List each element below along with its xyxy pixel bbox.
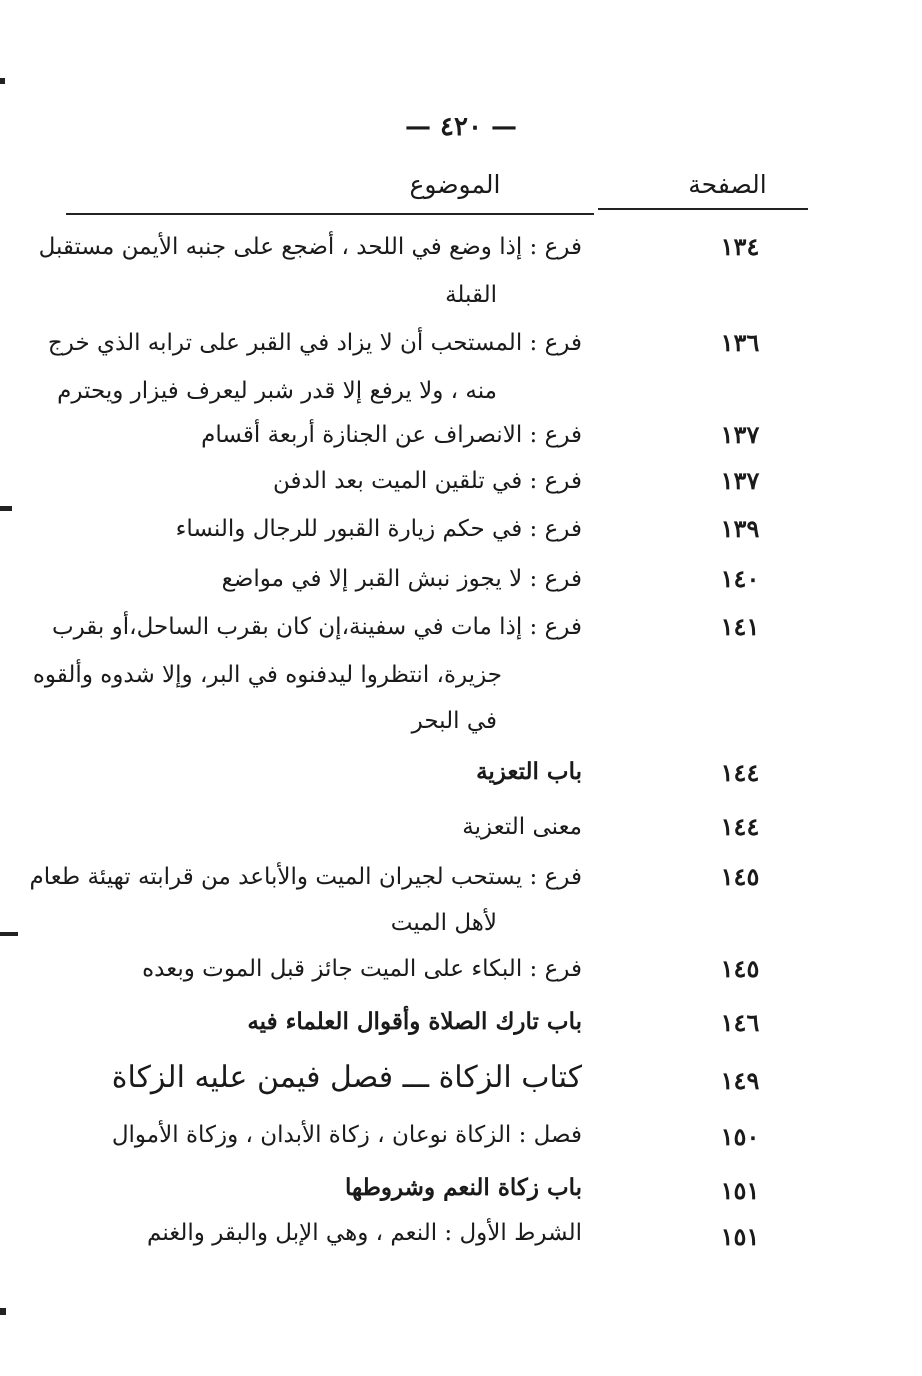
entry-line: فرع : البكاء على الميت جائز قبل الموت وبعده [142,956,582,982]
entry-page-number: ١٣٧ [720,466,760,495]
entry-line: الشرط الأول : النعم ، وهي الإبل والبقر والغنم [147,1220,582,1246]
entry-line: فرع : الانصراف عن الجنازة أربعة أقسام [201,422,582,448]
entry-line: القبلة [445,282,497,308]
scan-mark [0,932,18,936]
entry-page-number: ١٤٥ [720,954,760,983]
entry-page-number: ١٤١ [720,612,760,641]
entry-page-number: ١٣٧ [720,420,760,449]
entry-line: فرع : في حكم زيارة القبور للرجال والنساء [175,516,582,542]
entry-page-number: ١٤٥ [720,862,760,891]
entry-page-number: ١٥١ [720,1176,760,1205]
entry-line: فرع : إذا وضع في اللحد ، أضجع على جنبه الأيمن مستقبل [38,234,582,260]
entry-page-number: ١٥١ [720,1222,760,1251]
section-heading: باب تارك الصلاة وأقوال العلماء فيه [247,1008,582,1035]
entry-line: فرع : إذا مات في سفينة،إن كان بقرب الساحل،أو بقرب [51,614,582,640]
entry-page-number: ١٤٩ [720,1066,760,1095]
entry-page-number: ١٤٤ [720,758,760,787]
entry-line: لأهل الميت [390,910,497,936]
scan-mark [0,1308,6,1315]
entry-line: فرع : يستحب لجيران الميت والأباعد من قرابته تهيئة طعام [29,864,582,890]
entry-line: في البحر [411,708,497,734]
page-column-header: الصفحة [688,170,767,199]
scan-mark [0,506,12,511]
page-header-rule [598,208,808,210]
entry-page-number: ١٤٤ [720,812,760,841]
entry-line: فرع : في تلقين الميت بعد الدفن [272,468,582,494]
entry-page-number: ١٣٤ [720,232,760,261]
entry-page-number: ١٤٠ [720,564,760,593]
entry-line: فرع : المستحب أن لا يزاد في القبر على ترابه الذي خرج [47,330,582,356]
entry-line: معنى التعزية [462,814,582,840]
topic-column-header: الموضوع [409,170,501,199]
page-number: — ٤٢٠ — [404,112,518,142]
entry-line: جزيرة، انتظروا ليدفنوه في البر، وإلا شدوه وألقوه [32,662,502,688]
entry-page-number: ١٤٦ [720,1008,760,1037]
entry-page-number: ١٥٠ [720,1122,760,1151]
topic-header-rule [66,213,594,215]
entry-page-number: ١٣٦ [720,328,760,357]
entry-line: منه ، ولا يرفع إلا قدر شبر ليعرف فيزار ويحترم [57,378,497,404]
section-heading: باب التعزية [476,758,582,785]
scan-mark [0,78,5,84]
entry-line: فصل : الزكاة نوعان ، زكاة الأبدان ، وزكاة الأموال [111,1122,582,1148]
section-heading: باب زكاة النعم وشروطها [344,1174,582,1201]
entry-page-number: ١٣٩ [720,514,760,543]
chapter-heading: كتاب الزكاة ـــ فصل فيمن عليه الزكاة [111,1060,582,1095]
entry-line: فرع : لا يجوز نبش القبر إلا في مواضع [221,566,582,592]
